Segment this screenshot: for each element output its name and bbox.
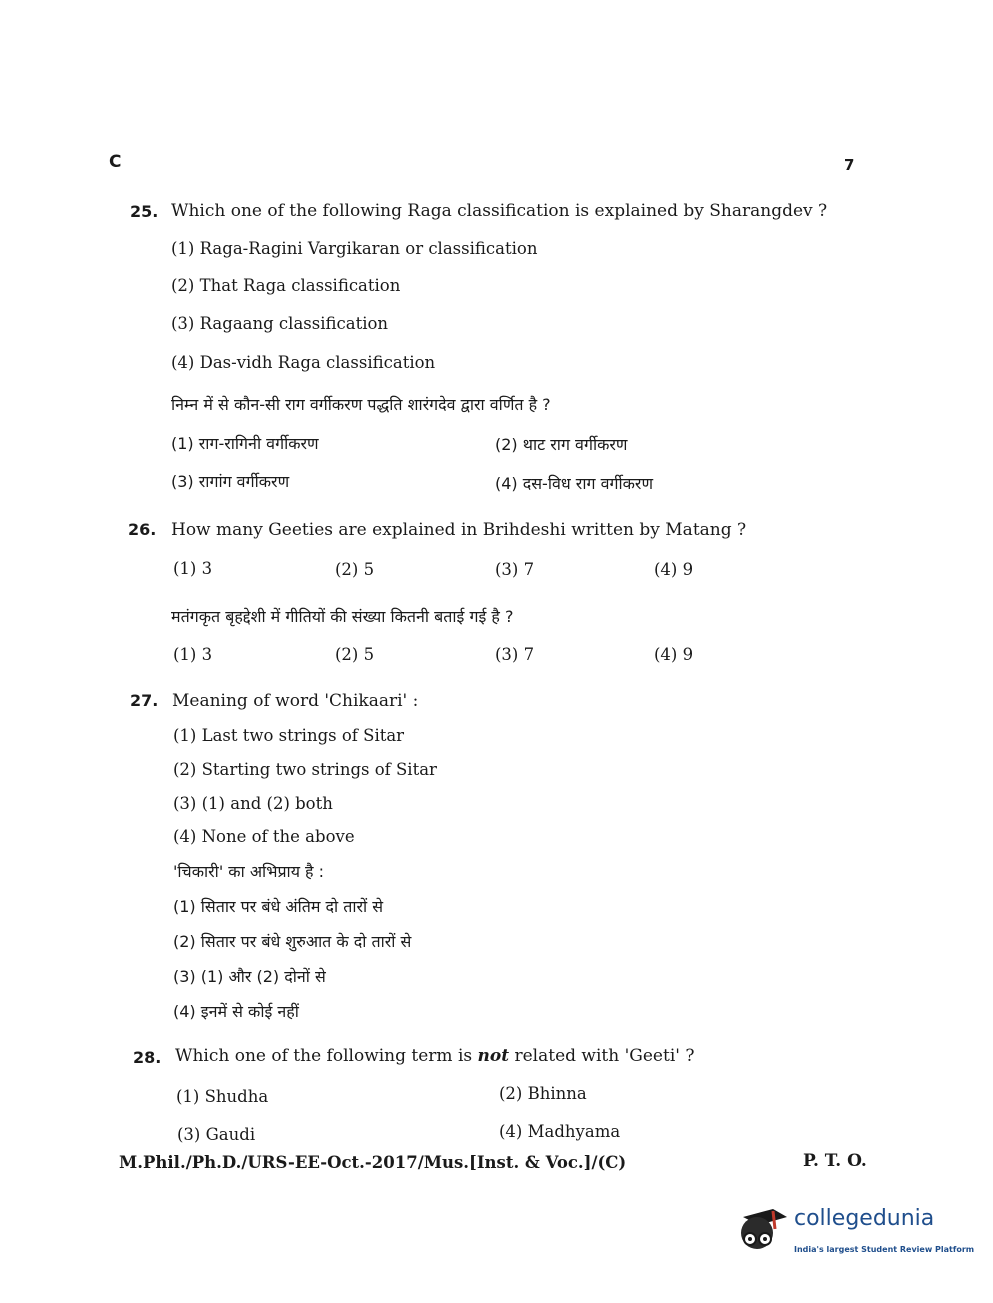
option-hi: (1) राग-रागिनी वर्गीकरण (171, 434, 319, 453)
option-hi: (1) 3 (173, 645, 213, 664)
page-number: 7 (844, 156, 855, 174)
option-hi: (2) थाट राग वर्गीकरण (495, 435, 628, 454)
exam-code: M.Phil./Ph.D./URS-EE-Oct.-2017/Mus.[Inst. & Voc.]/(C) (119, 1153, 627, 1172)
option-en: (1) Shudha (176, 1087, 269, 1106)
option-en: (3) Ragaang classification (171, 314, 389, 333)
question-number: 26. (128, 520, 157, 539)
option-en: (4) Madhyama (499, 1122, 621, 1141)
option-hi: (4) दस-विध राग वर्गीकरण (495, 474, 654, 493)
option-hi: (3) रागांग वर्गीकरण (171, 472, 290, 491)
question-text-en: Which one of the following Raga classification is explained by Sharangdev ? (171, 201, 828, 221)
question-text-en: How many Geeties are explained in Brihdeshi written by Matang ? (171, 520, 747, 540)
option-en: (1) 3 (173, 559, 213, 578)
option-en: (3) (1) and (2) both (173, 794, 333, 813)
logo-tagline: India's largest Student Review Platform (794, 1245, 975, 1254)
option-hi: (1) सितार पर बंधे अंतिम दो तारों से (173, 897, 384, 916)
question-number: 27. (130, 691, 159, 710)
option-hi: (3) (1) और (2) दोनों से (173, 967, 326, 986)
option-en: (1) Raga-Ragini Vargikaran or classification (171, 239, 538, 258)
option-en: (1) Last two strings of Sitar (173, 726, 405, 745)
question-text-pre: Which one of the following term is (175, 1046, 478, 1066)
option-en: (3) Gaudi (177, 1125, 256, 1144)
option-en: (2) 5 (335, 560, 375, 579)
logo-brand-text: collegedunia (794, 1206, 935, 1231)
option-en: (3) 7 (495, 560, 535, 579)
option-hi: (3) 7 (495, 645, 535, 664)
option-en: (2) That Raga classification (171, 276, 401, 295)
option-hi: (4) 9 (654, 645, 694, 664)
question-number: 25. (130, 202, 159, 221)
question-text-post: related with 'Geeti' ? (509, 1046, 695, 1066)
question-number: 28. (133, 1048, 162, 1067)
option-hi: (2) सितार पर बंधे शुरुआत के दो तारों से (173, 932, 412, 951)
series-code: C (109, 152, 122, 172)
question-text-en (175, 1046, 694, 1066)
question-text-hi: 'चिकारी' का अभिप्राय है : (173, 862, 325, 881)
question-text-hi: मतंगकृत बृहद्देशी में गीतियों की संख्या कितनी बताई गई है ? (171, 607, 514, 626)
option-hi: (2) 5 (335, 645, 375, 664)
option-en: (4) 9 (654, 560, 694, 579)
mascot-icon (735, 1195, 795, 1265)
option-en: (4) None of the above (173, 827, 355, 846)
option-en: (2) Starting two strings of Sitar (173, 760, 437, 779)
option-en: (2) Bhinna (499, 1084, 587, 1103)
please-turn-over: P. T. O. (803, 1151, 867, 1171)
question-text-en: Meaning of word 'Chikaari' : (172, 691, 419, 711)
question-text-emphasis: not (477, 1046, 510, 1066)
option-hi: (4) इनमें से कोई नहीं (173, 1002, 299, 1021)
question-text-hi: निम्न में से कौन-सी राग वर्गीकरण पद्धति शारंगदेव द्वारा वर्णित है ? (171, 395, 551, 414)
option-en: (4) Das-vidh Raga classification (171, 353, 436, 372)
